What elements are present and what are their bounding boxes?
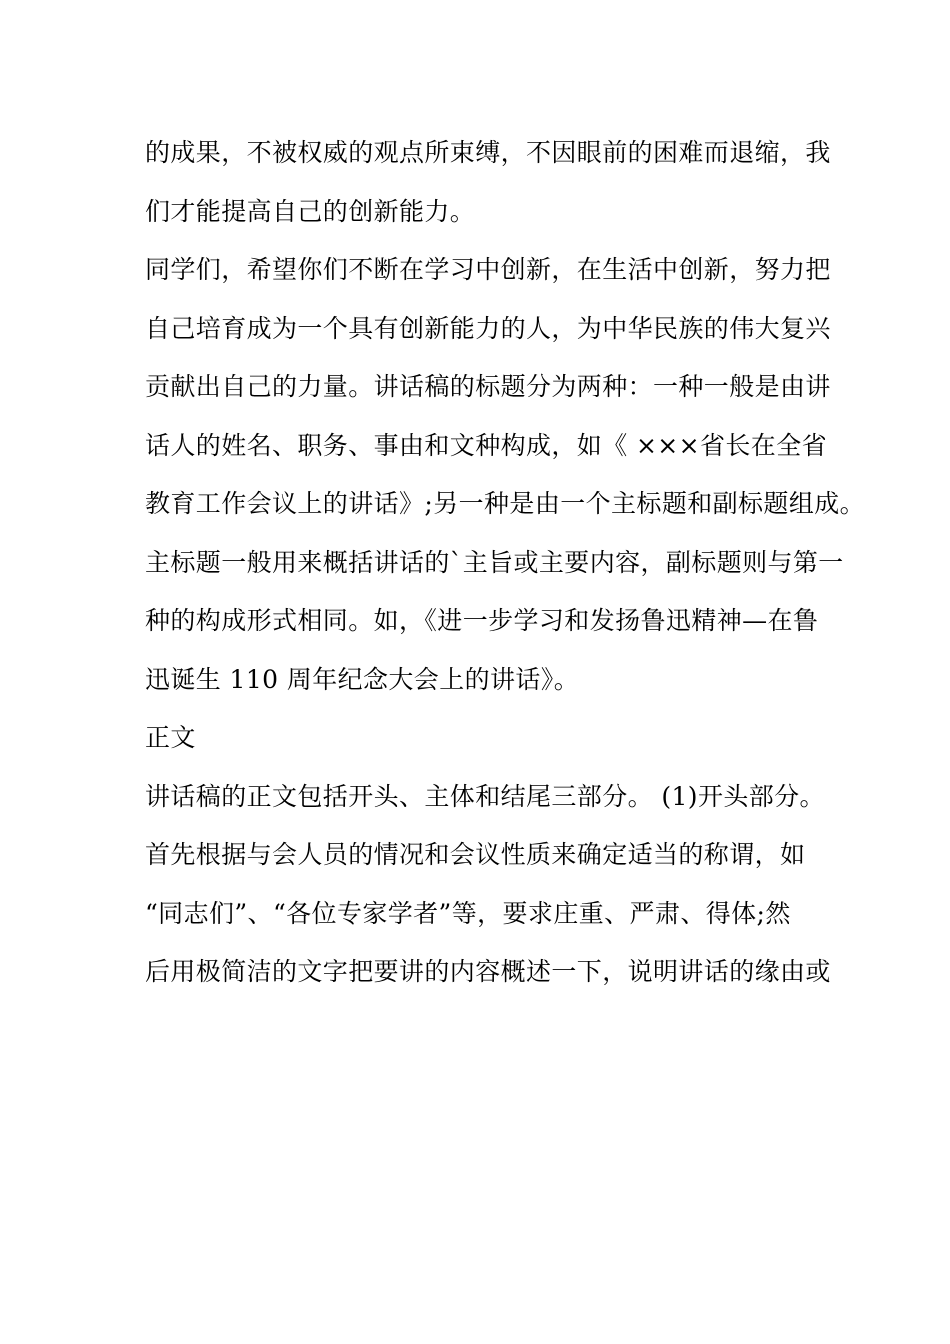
document-body xyxy=(145,131,866,1009)
text-line: 话人的姓名、职务、事由和文种构成，如《 ×××省长在全省 xyxy=(145,430,827,460)
text-line: 后用极简洁的文字把要讲的内容概述一下，说明讲话的缘由或 xyxy=(145,957,831,986)
text-line: 的成果，不被权威的观点所束缚，不因眼前的困难而退缩，我 xyxy=(145,138,831,167)
text-line: 贡献出自己的力量。讲话稿的标题分为两种：一种一般是由讲 xyxy=(145,372,831,401)
text-line: 教育工作会议上的讲话》;另一种是由一个主标题和副标题组成。 xyxy=(145,489,866,518)
text-line: 自己培育成为一个具有创新能力的人，为中华民族的伟大复兴 xyxy=(145,313,831,343)
text-line: 迅诞生 110 周年纪念大会上的讲话》。 xyxy=(145,664,580,694)
text-line: 种的构成形式相同。如，《进一步学习和发扬鲁迅精神—在鲁 xyxy=(145,606,819,635)
text-line: “同志们”、“各位专家学者”等，要求庄重、严肃、得体;然 xyxy=(145,898,791,928)
text-line: 们才能提高自己的创新能力。 xyxy=(145,196,476,226)
text-line: 首先根据与会人员的情况和会议性质来确定适当的称谓，如 xyxy=(145,840,806,869)
text-line: 同学们，希望你们不断在学习中创新，在生活中创新，努力把 xyxy=(145,255,831,284)
text-line: 主标题一般用来概括讲话的`主旨或主要内容，副标题则与第一 xyxy=(145,547,844,577)
section-heading: 正文 xyxy=(145,723,196,752)
text-line: 讲话稿的正文包括开头、主体和结尾三部分。 (1)开头部分。 xyxy=(145,781,825,811)
